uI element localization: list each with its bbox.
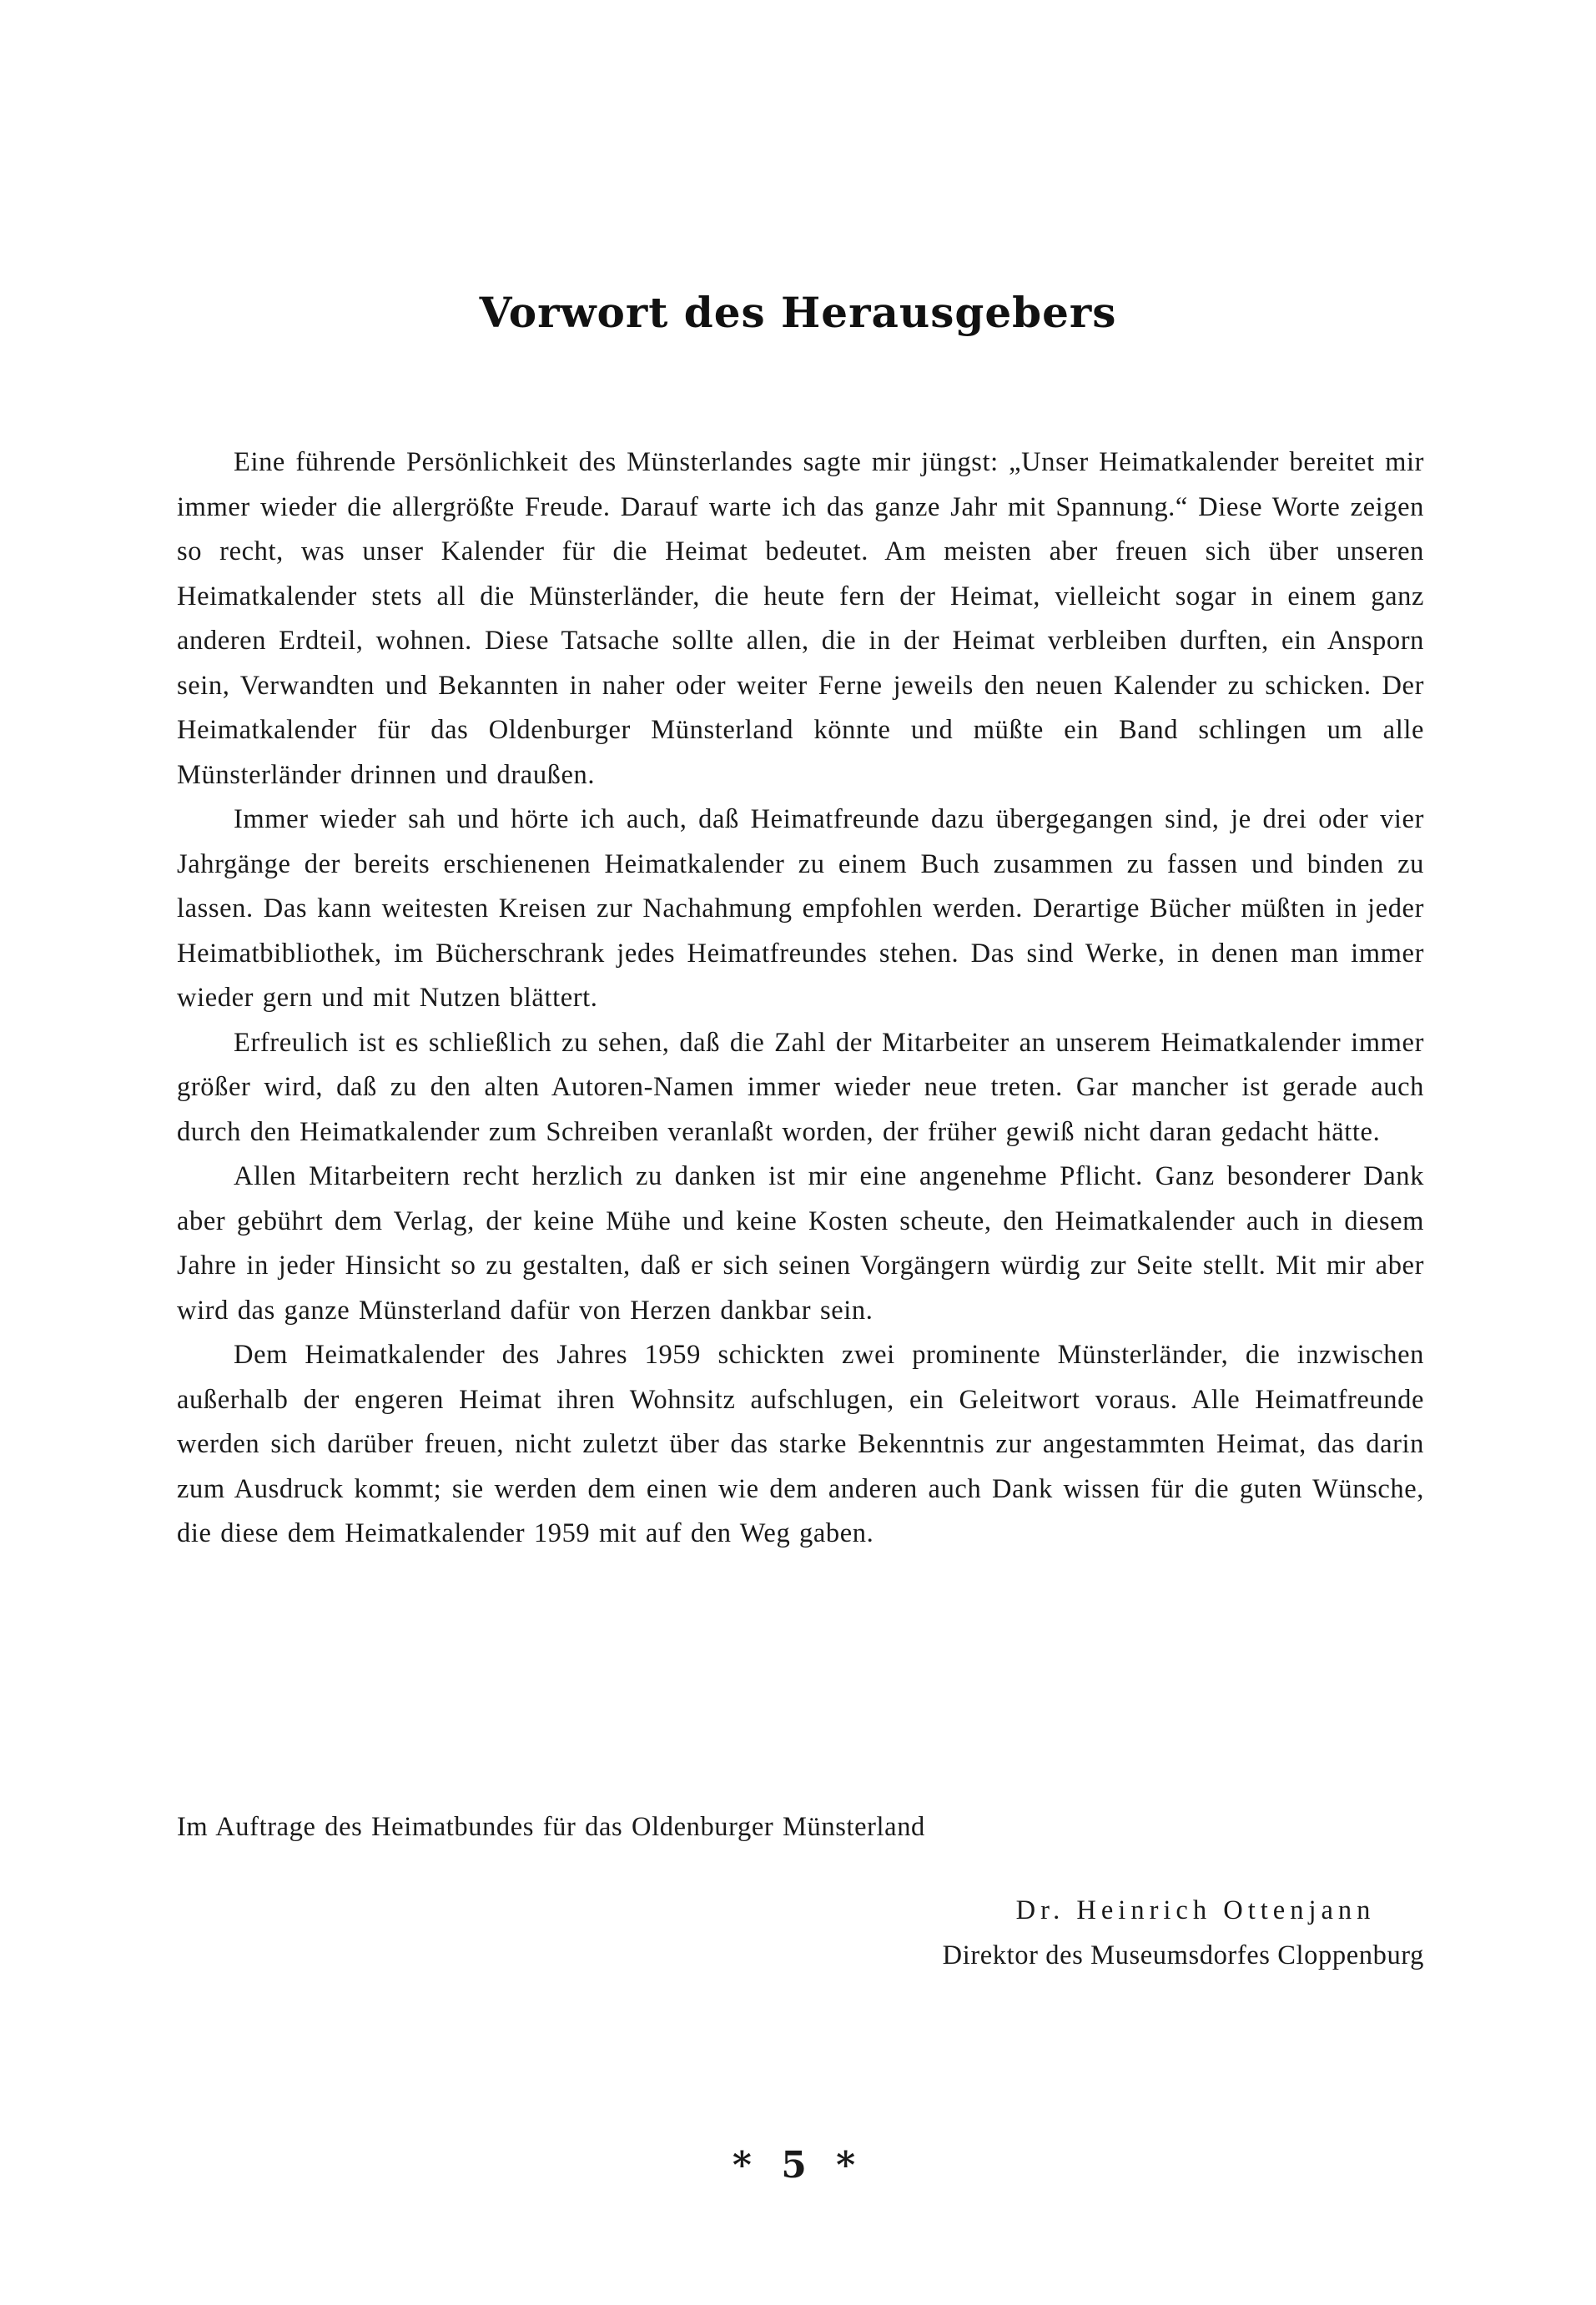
paragraph: Immer wieder sah und hörte ich auch, daß Heimatfreunde dazu übergegangen sind, je drei oder vier Jahrgänge der bereits erschienenen Heimatkalender zu einem Buch zusammen zu fassen und binden zu lassen. Das kann weitesten Kreisen zur Nachahmung empfohlen werden. Derartige Bücher müßten in jeder Heimatbibliothek, im Bücherschrank jedes Heimatfreundes stehen. Das sind Werke, in denen man immer wieder gern und mit Nutzen blättert. <box>177 804 1424 1013</box>
paragraph: Allen Mitarbeitern recht herzlich zu danken ist mir eine angenehme Pflicht. Ganz besonderer Dank aber gebührt dem Verlag, der keine Mühe und keine Kosten scheute, den Heimatkalender auch in diesem Jahre in jeder Hinsicht so zu gestalten, daß er sich seinen Vorgängern würdig zur Seite stellt. Mit mir aber wird das ganze Münsterland dafür von Herzen dankbar sein. <box>177 1161 1424 1326</box>
page-number: * 5 * <box>732 2144 864 2187</box>
paragraph: Eine führende Persönlichkeit des Münsterlandes sagte mir jüngst: „Unser Heimatkalender bereitet mir immer wieder die allergrößte Freude. Darauf warte ich das ganze Jahr mit Spannung.“ Diese Worte zeigen so recht, was unser Kalender für die Heimat bedeutet. Am meisten aber freuen sich über unseren Heimatkalender stets all die Münsterländer, die heute fern der Heimat, vielleicht sogar in einem ganz anderen Erdteil, wohnen. Diese Tatsache sollte allen, die in der Heimat verbleiben durften, ein Ansporn sein, Verwandten und Bekannten in naher oder weiter Ferne jeweils den neuen Kalender zu schicken. Der Heimatkalender für das Oldenburger Münsterland könnte und müßte ein Band schlingen um alle Münsterländer drinnen und draußen. <box>177 447 1424 790</box>
signature-block <box>943 1888 1424 1978</box>
signature-title: Direktor des Museumsdorfes Cloppenburg <box>942 1940 1424 1970</box>
page-title: Vorwort des Herausgebers <box>479 288 1117 337</box>
body-text <box>177 440 1424 1557</box>
signoff-line: Im Auftrage des Heimatbundes für das Oldenburger Münsterland <box>177 1812 925 1842</box>
signature-name: Dr. Heinrich Ottenjann <box>1015 1895 1376 1925</box>
paragraph: Dem Heimatkalender des Jahres 1959 schickten zwei prominente Münsterländer, die inzwischen außerhalb der engeren Heimat ihren Wohnsitz aufschlugen, ein Geleitwort voraus. Alle Heimatfreunde werden sich darüber freuen, nicht zuletzt über das starke Bekenntnis zur angestammten Heimat, das darin zum Ausdruck kommt; sie werden dem einen wie dem anderen auch Dank wissen für die guten Wünsche, die diese dem Heimatkalender 1959 mit auf den Weg gaben. <box>177 1340 1424 1548</box>
paragraph: Erfreulich ist es schließlich zu sehen, daß die Zahl der Mitarbeiter an unserem Heimatkalender immer größer wird, daß zu den alten Autoren-Namen immer wieder neue treten. Gar mancher ist gerade auch durch den Heimatkalender zum Schreiben veranlaßt worden, der früher gewiß nicht daran gedacht hätte. <box>177 1027 1424 1147</box>
